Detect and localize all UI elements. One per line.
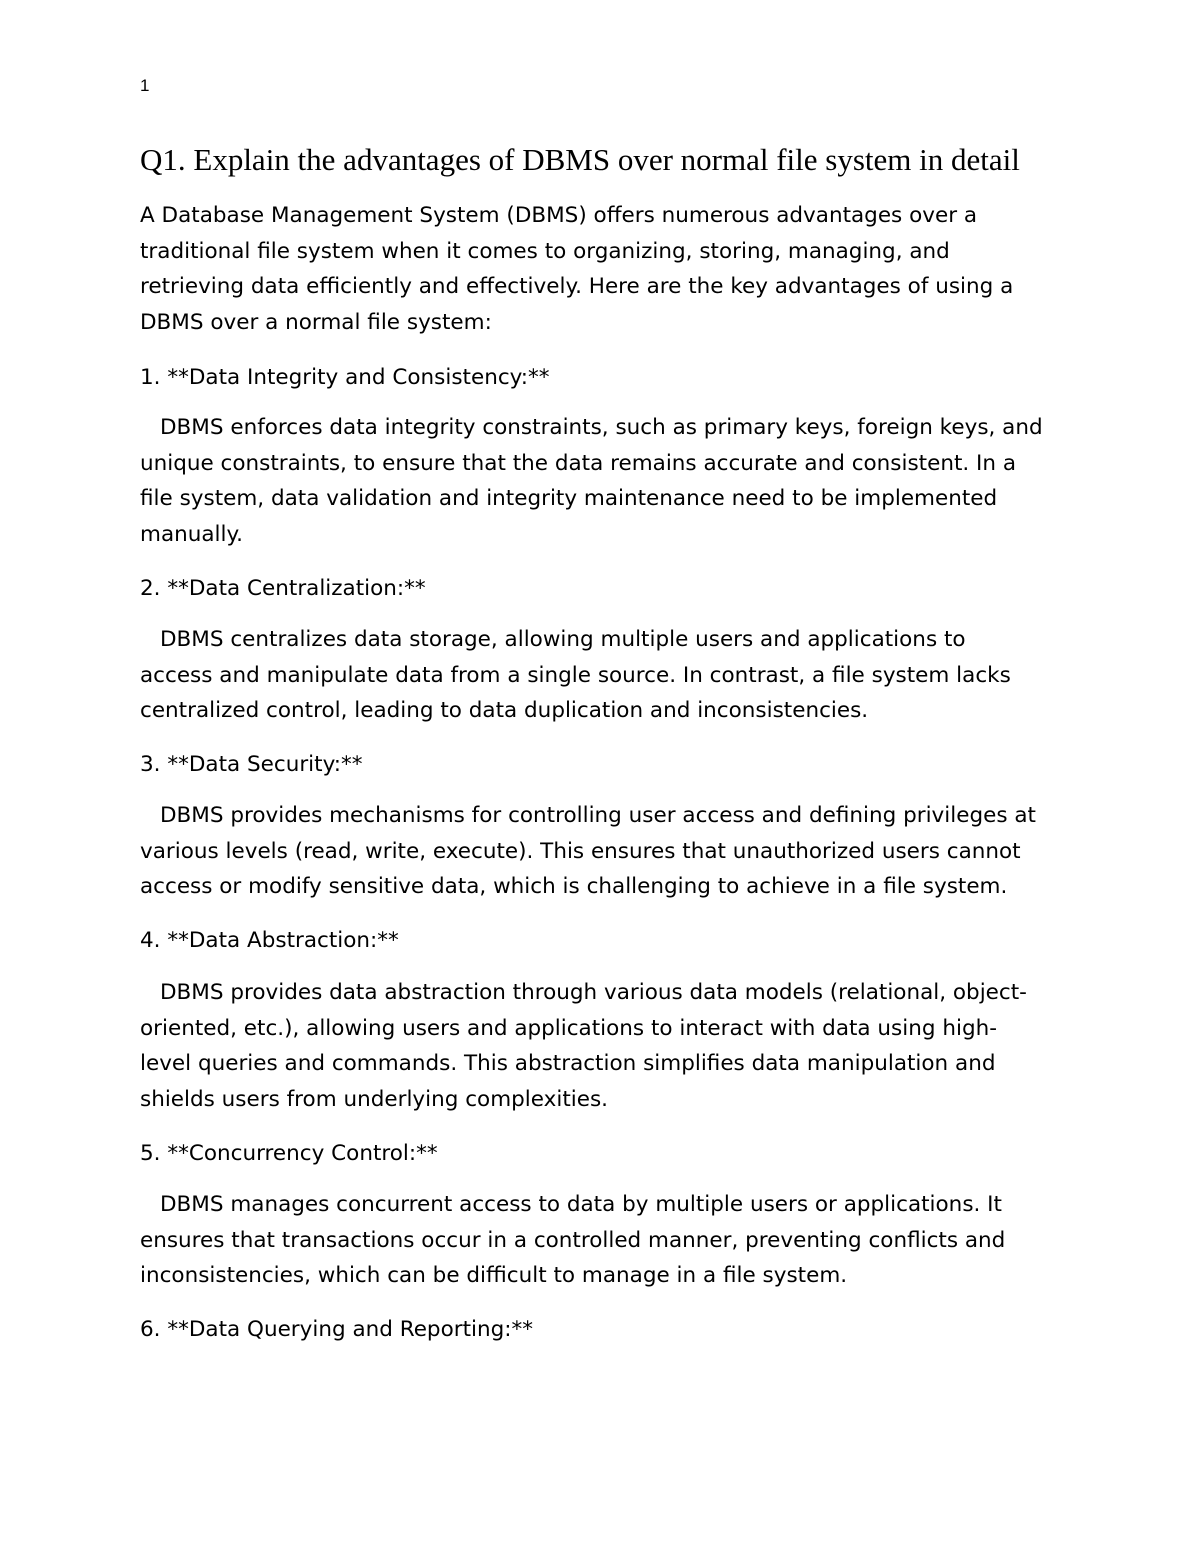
section-body (140, 975, 1070, 1117)
section-heading: 6. **Data Querying and Reporting:** (140, 1317, 533, 1342)
question-heading: Q1. Explain the advantages of DBMS over normal file system in detail (140, 142, 1020, 177)
section-heading: 2. **Data Centralization:** (140, 576, 426, 601)
body-line: various levels (read, write, execute). This ensures that unauthorized users cannot (140, 838, 1021, 864)
body-line: centralized control, leading to data duplication and inconsistencies. (140, 698, 869, 723)
body-line: file system, data validation and integrity maintenance need to be implemented (140, 486, 998, 511)
intro-line: retrieving data efficiently and effectively. Here are the key advantages of using a (140, 274, 1014, 299)
body-line: access or modify sensitive data, which is challenging to achieve in a file system. (140, 874, 1008, 899)
intro-line: DBMS over a normal file system: (140, 309, 492, 335)
body-line: ensures that transactions occur in a controlled manner, preventing conflicts and (140, 1227, 1006, 1253)
section-body (140, 798, 1070, 905)
body-line: DBMS provides data abstraction through various data models (relational, object- (160, 980, 1027, 1005)
body-line: unique constraints, to ensure that the data remains accurate and consistent. In a (140, 450, 1017, 476)
body-line: inconsistencies, which can be difficult to manage in a file system. (140, 1263, 848, 1288)
section-body (140, 622, 1070, 729)
section-heading: 5. **Concurrency Control:** (140, 1141, 438, 1166)
intro-line: A Database Management System (DBMS) offers numerous advantages over a (140, 203, 978, 228)
section-body (140, 1187, 1070, 1294)
body-line: level queries and commands. This abstraction simplifies data manipulation and (140, 1051, 996, 1076)
intro-line: traditional file system when it comes to organizing, storing, managing, and (140, 238, 950, 264)
body-line: oriented, etc.), allowing users and applications to interact with data using high- (140, 1015, 997, 1041)
intro-paragraph (140, 198, 1070, 340)
section-heading: 1. **Data Integrity and Consistency:** (140, 365, 550, 390)
section-heading: 3. **Data Security:** (140, 752, 363, 777)
section-heading: 4. **Data Abstraction:** (140, 928, 399, 953)
body-line: manually. (140, 521, 243, 547)
body-line: access and manipulate data from a single source. In contrast, a file system lacks (140, 662, 1011, 688)
section-body (140, 410, 1070, 552)
body-line: DBMS centralizes data storage, allowing multiple users and applications to (160, 627, 966, 652)
body-line: DBMS enforces data integrity constraints, such as primary keys, foreign keys, and (160, 415, 1043, 440)
body-line: DBMS provides mechanisms for controlling user access and defining privileges at (160, 803, 1036, 828)
page-number: 1 (140, 76, 150, 95)
body-line: DBMS manages concurrent access to data by multiple users or applications. It (160, 1192, 1002, 1217)
body-line: shields users from underlying complexities. (140, 1086, 608, 1112)
